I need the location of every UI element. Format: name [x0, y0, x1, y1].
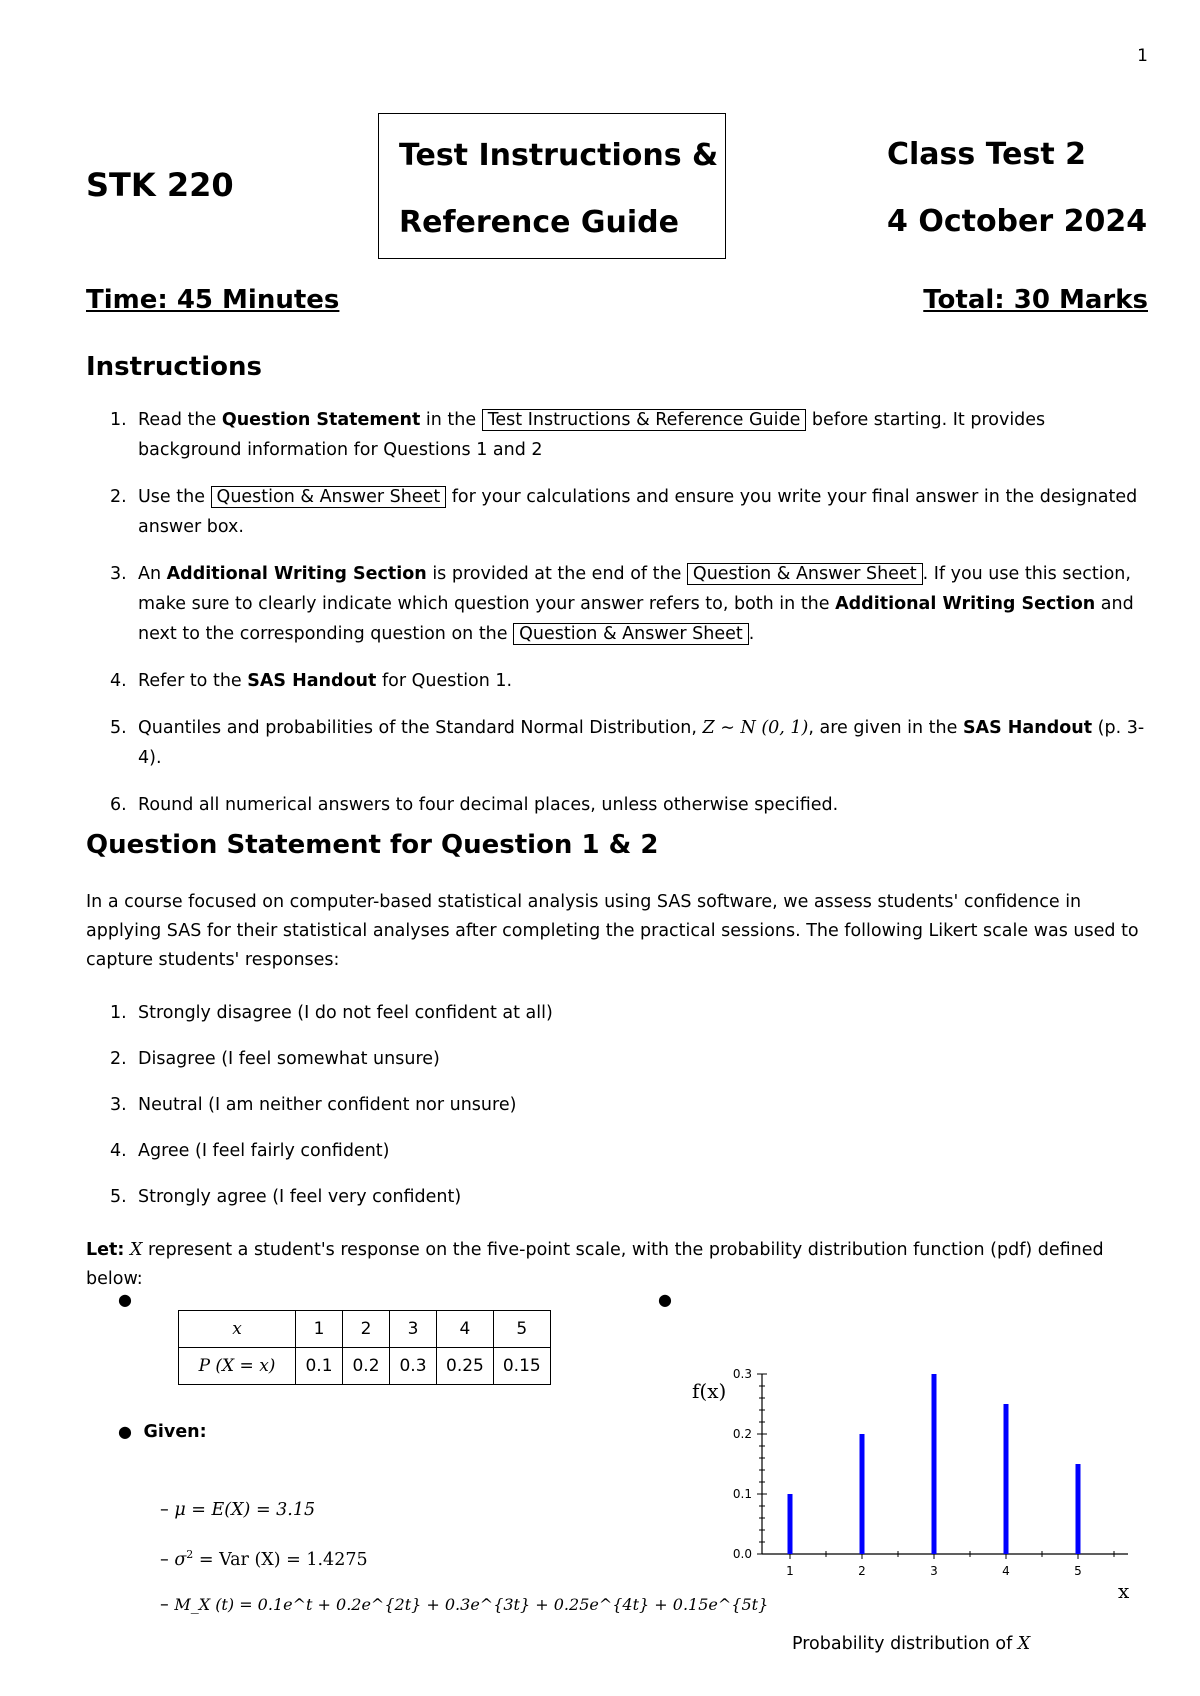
instruction-item: [110, 482, 1150, 542]
table-cell: 0.1: [296, 1348, 343, 1385]
item-number: 5.: [110, 1187, 127, 1207]
math-variable: X: [129, 1240, 143, 1260]
item-text: Strongly disagree (I do not feel confident at all): [138, 1003, 553, 1023]
bar: [932, 1374, 937, 1554]
item-number: 6.: [110, 795, 127, 815]
bar: [788, 1494, 793, 1554]
item-number: 2.: [110, 1049, 127, 1069]
instructions-heading: Instructions: [86, 352, 263, 382]
item-text: Disagree (I feel somewhat unsure): [138, 1049, 440, 1069]
x-axis-label: x: [1118, 1579, 1130, 1600]
item-text: Neutral (I am neither confident nor unsure): [138, 1095, 517, 1115]
item-text: An: [138, 564, 167, 584]
let-text: represent a student's response on the five-point scale, with the probability distribution function (pdf) defined below:: [86, 1240, 1104, 1289]
pdf-table: [178, 1310, 551, 1385]
dash: –: [160, 1549, 169, 1570]
math-variance: = Var (X) = 1.4275: [193, 1549, 368, 1570]
x-tick-label: 1: [786, 1564, 794, 1578]
likert-item: [110, 1182, 1150, 1212]
table-cell: 0.15: [493, 1348, 550, 1385]
item-number: 1.: [110, 410, 127, 430]
item-text: Strongly agree (I feel very confident): [138, 1187, 462, 1207]
y-tick-label: 0.1: [732, 1487, 752, 1501]
likert-item: [110, 1136, 1150, 1166]
likert-scale-list: [110, 998, 1150, 1212]
bullet: ●: [118, 1290, 132, 1309]
bullet: ●: [118, 1422, 132, 1441]
total-marks: Total: 30 Marks: [923, 285, 1148, 315]
y-tick-label: 0.2: [732, 1427, 752, 1441]
instructions-list: [110, 405, 1150, 820]
item-number: 3.: [110, 1095, 127, 1115]
item-text: .: [748, 624, 755, 644]
dash: –: [160, 1500, 169, 1520]
item-text: (p. 3-4).: [138, 718, 1145, 768]
chart-bars: [788, 1374, 1081, 1554]
given-mgf: [160, 1595, 768, 1615]
item-text: Use the: [138, 487, 211, 507]
table-row: [179, 1311, 551, 1348]
table-cell: 0.3: [390, 1348, 437, 1385]
bullet: ●: [658, 1290, 672, 1309]
item-number: 3.: [110, 564, 127, 584]
table-cell: 5: [493, 1311, 550, 1348]
let-statement: [86, 1236, 1150, 1294]
item-text: for your calculations and ensure you write your final answer in the designated answer box.: [138, 487, 1138, 537]
x-tick-label: 5: [1074, 1564, 1082, 1578]
item-number: 5.: [110, 718, 127, 738]
given-label: Given:: [143, 1422, 207, 1442]
likert-item: [110, 998, 1150, 1028]
y-axis-label: f(x): [692, 1379, 727, 1403]
question-heading: Question Statement for Question 1 & 2: [86, 830, 659, 860]
let-label: Let:: [86, 1240, 125, 1260]
item-number: 2.: [110, 487, 127, 507]
chart-caption: [792, 1634, 1030, 1654]
math-variable: X: [1017, 1634, 1031, 1654]
math-expression: Z ∼ N (0, 1): [702, 718, 809, 738]
given-mean: [160, 1500, 315, 1520]
time-limit: Time: 45 Minutes: [86, 285, 340, 315]
chart-axes: [762, 1374, 1128, 1554]
test-date: 4 October 2024: [887, 204, 1148, 239]
item-text: is provided at the end of the: [426, 564, 687, 584]
item-number: 4.: [110, 671, 127, 691]
chart-tick-labels: [733, 1367, 1082, 1578]
instruction-item: [110, 790, 1150, 820]
caption-text: Probability distribution of: [792, 1634, 1018, 1654]
title-line-2: Reference Guide: [399, 205, 680, 240]
item-bold: Question Statement: [221, 410, 421, 430]
item-text: for Question 1.: [376, 671, 513, 691]
math-sigma: σ: [174, 1549, 187, 1570]
given-bullet: [118, 1422, 207, 1442]
test-name: Class Test 2: [887, 137, 1087, 172]
table-cell: 2: [343, 1311, 390, 1348]
instruction-item: [110, 713, 1150, 773]
item-text: Refer to the: [138, 671, 248, 691]
item-text: and next to the corresponding question on the: [138, 594, 1134, 644]
item-bold: SAS Handout: [962, 718, 1093, 738]
instruction-item: [110, 405, 1150, 465]
boxed-reference: Question & Answer Sheet: [211, 486, 447, 508]
table-row: [179, 1348, 551, 1385]
y-tick-label: 0.0: [732, 1547, 752, 1561]
boxed-reference: Test Instructions & Reference Guide: [482, 409, 807, 431]
y-tick-label: 0.3: [732, 1367, 752, 1381]
course-code: STK 220: [86, 166, 234, 204]
x-tick-label: 4: [1002, 1564, 1010, 1578]
item-text: Round all numerical answers to four decimal places, unless otherwise specified.: [138, 795, 839, 815]
item-text: Read the: [138, 410, 222, 430]
math-mgf: M_X (t) = 0.1e^t + 0.2e^{2t} + 0.3e^{3t} + 0.25e^{4t} + 0.15e^{5t}: [174, 1595, 769, 1614]
item-number: 1.: [110, 1003, 127, 1023]
likert-item: [110, 1090, 1150, 1120]
pdf-table-wrapper: [178, 1310, 551, 1385]
title-line-1: Test Instructions &: [399, 138, 719, 173]
pdf-bar-chart: [680, 1360, 1160, 1600]
table-cell: 0.25: [437, 1348, 494, 1385]
item-bold: Additional Writing Section: [166, 564, 427, 584]
item-number: 4.: [110, 1141, 127, 1161]
question-intro: In a course focused on computer-based statistical analysis using SAS software, we assess students' confidence in applying SAS for their statistical analyses after completing the practical sessions. The following Likert scale was used to capture students' responses:: [86, 892, 1139, 970]
item-text: in the: [420, 410, 482, 430]
given-variance: – $\sigma^2$ = Var (X) = 1.4275: [160, 1548, 368, 1570]
x-tick-label: 2: [858, 1564, 866, 1578]
item-text: . If you use this section, make sure to clearly indicate which question your answer refers to, both in the: [138, 564, 1131, 614]
likert-item: [110, 1044, 1150, 1074]
bar: [1076, 1464, 1081, 1554]
title-box: [378, 113, 726, 259]
table-cell: 4: [437, 1311, 494, 1348]
item-text: before starting. It provides background information for Questions 1 and 2: [138, 410, 1046, 460]
item-bold: Additional Writing Section: [835, 594, 1096, 614]
math-mean: μ = E(X) = 3.15: [174, 1500, 316, 1520]
item-text: Quantiles and probabilities of the Standard Normal Distribution,: [138, 718, 703, 738]
dash: –: [160, 1595, 169, 1615]
table-cell: 1: [296, 1311, 343, 1348]
x-tick-label: 3: [930, 1564, 938, 1578]
instruction-item: [110, 559, 1150, 649]
item-bold: SAS Handout: [247, 671, 377, 691]
bar: [1004, 1404, 1009, 1554]
page-number: 1: [1137, 46, 1148, 66]
instruction-item: [110, 666, 1150, 696]
table-cell: 3: [390, 1311, 437, 1348]
table-header-cell: P (X = x): [179, 1348, 296, 1385]
boxed-reference: Question & Answer Sheet: [687, 563, 923, 585]
item-text: , are given in the: [808, 718, 963, 738]
bar: [860, 1434, 865, 1554]
item-text: Agree (I feel fairly confident): [138, 1141, 390, 1161]
table-cell: 0.2: [343, 1348, 390, 1385]
table-header-cell: x: [179, 1311, 296, 1348]
boxed-reference: Question & Answer Sheet: [513, 623, 749, 645]
